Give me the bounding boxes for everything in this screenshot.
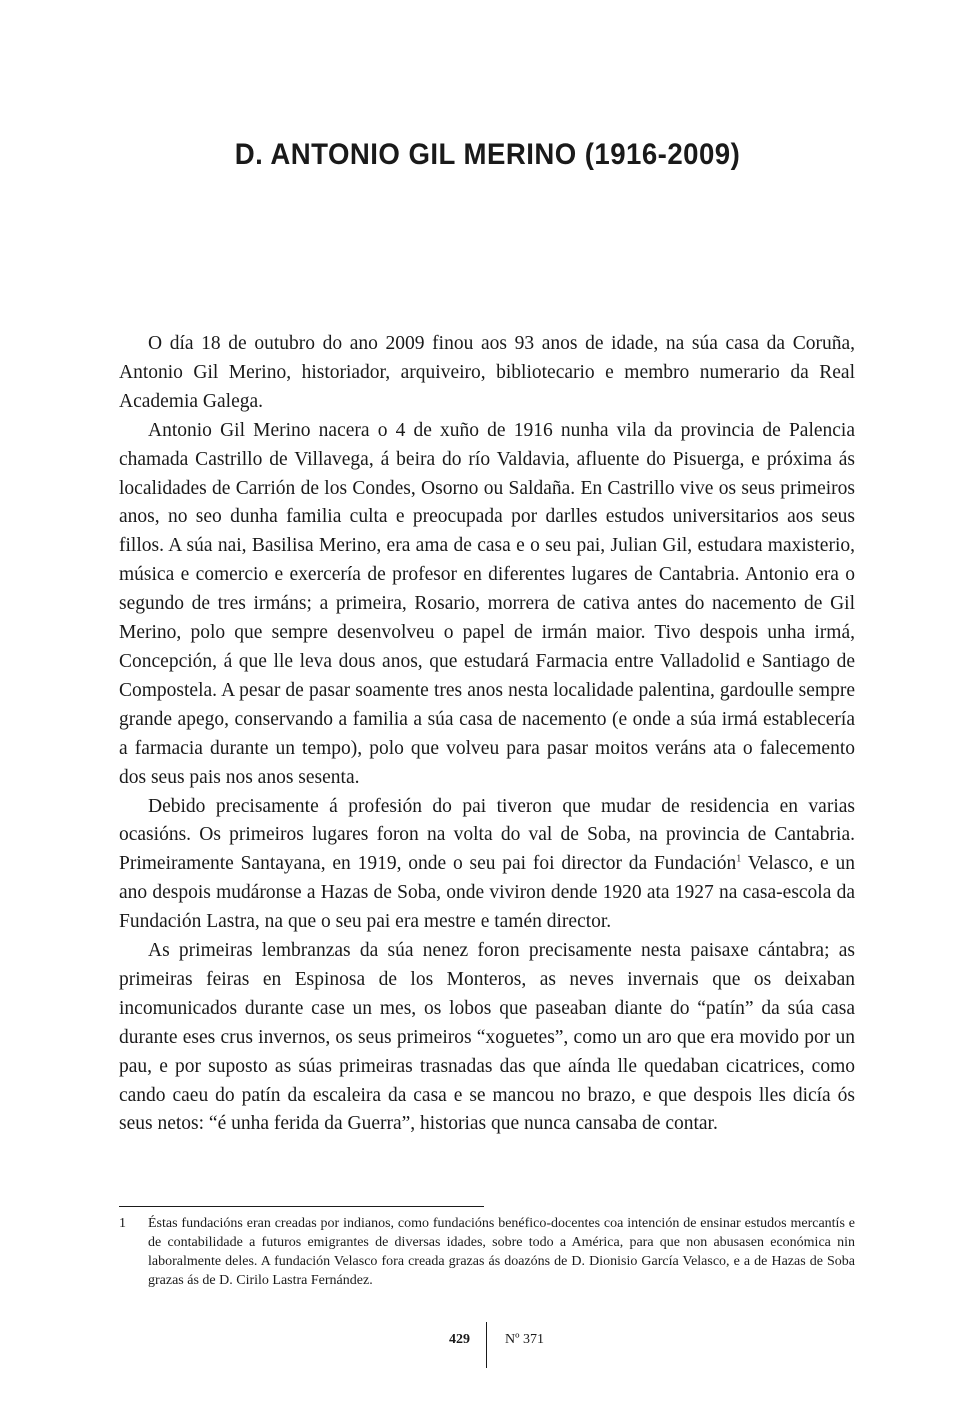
paragraph-3-text-a: Debido precisamente á profesión do pai tiveron que mudar de residencia en varias ocasións. Os primeiros lugares foron na volta do val de Soba, na provincia de Cantabria. Primeiramente Santayana, en 1919, onde o seu pai foi director da Fundación [119,795,855,875]
paragraph-1: O día 18 de outubro do ano 2009 finou aos 93 anos de idade, na súa casa da Coruña, Antonio Gil Merino, historiador, arquiveiro, bibliotecario e membro numerario da Real Academia Galega. [119,333,855,412]
folio-divider [486,1322,487,1368]
article-body [119,330,855,1139]
paragraph-3 [119,793,855,938]
page-folio [0,1322,975,1372]
paragraph-4: As primeiras lembranzas da súa nenez foron precisamente nesta paisaxe cántabra; as primeiras feiras en Espinosa de los Monteros, as neves invernais que os deixaban incomunicados durante case un mes, os lobos que paseaban diante do “patín” da súa casa durante eses crus invernos, os seus primeiros “xoguetes”, como un aro que era movido por un pau, e por suposto as súas primeiras trasnadas das que aínda lle quedaban cicatrices, como cando caeu do patín da escaleira da casa e se mancou no brazo, e que despois lles dicía ós seus netos: “é unha ferida da Guerra”, historias que nunca cansaba de contar. [119,940,855,1135]
paragraph-2: Antonio Gil Merino nacera o 4 de xuño de 1916 nunha vila da provincia de Palencia chamada Castrillo de Villavega, á beira do río Valdavia, afluente do Pisuerga, e próxima ás localidades de Carrión de los Condes, Osorno ou Saldaña. En Castrillo vive os seus primeiros anos, no seo dunha familia culta e preocupada por darlles estudos universitarios aos seus fillos. A súa nai, Basilisa Merino, era ama de casa e o seu pai, Julian Gil, estudara maxisterio, música e comercio e exercería de profesor en diferentes lugares de Cantabria. Antonio era o segundo de tres irmáns; a primeira, Rosario, morrera de cativa antes do nacemento de Gil Merino, polo que sempre desenvolveu o papel de irmán maior. Tivo despois unha irmá, Concepción, á que lle leva dous anos, que estudará Farmacia entre Valladolid e Santiago de Compostela. A pesar de pasar soamente tres anos nesta localidade palentina, gardoulle sempre grande apego, conservando a familia a súa casa de nacemento (e onde a súa irmá establecería a farmacia durante un tempo), polo que volveu para pasar moitos veráns ata o falecemento dos seus pais nos anos sesenta. [119,419,855,788]
page-number: 429 [449,1332,470,1347]
footnote-text: Éstas fundacións eran creadas por indianos, como fundacións benéfico-docentes coa intención de ensinar estudos mercantís e de contabilidade a futuros emigrantes de diversas idades, sobre todo a América, para que non abusasen económica nin laboralmente deles. A fundación Velasco fora creada grazas ás doazóns de D. Dionisio García Velasco, e a de Hazas de Soba grazas ás de D. Cirilo Lastra Fernández. [148,1216,855,1288]
paragraph-3-text-b: Velasco, e un ano despois mudáronse a Hazas de Soba, onde viviron dende 1920 ata 1927 na casa-escola da Fundación Lastra, na que o seu pai era mestre e tamén director. [119,853,855,933]
footnote [119,1214,855,1290]
issue-number: Nº 371 [505,1332,544,1347]
footnote-divider [119,1206,484,1207]
footnote-number: 1 [119,1216,126,1231]
footnote-reference[interactable]: 1 [736,853,742,865]
page-title: D. ANTONIO GIL MERINO (1916-2009) [234,138,741,171]
